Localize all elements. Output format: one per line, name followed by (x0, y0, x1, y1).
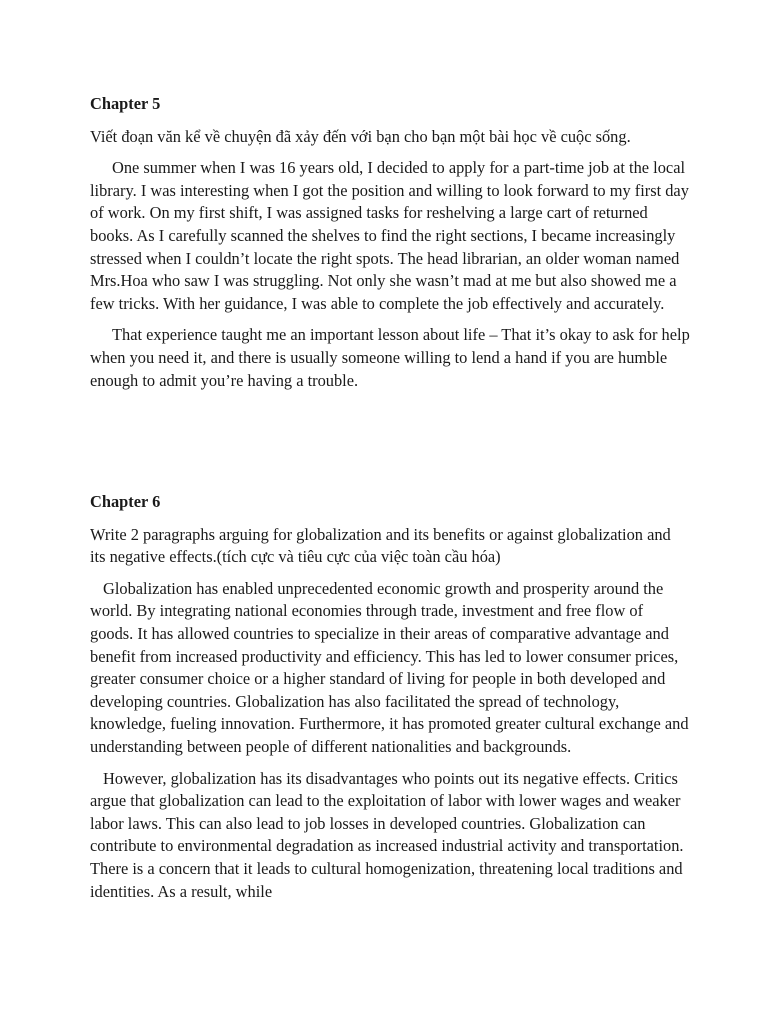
chapter-5-title: Chapter 5 (90, 94, 161, 113)
chapter-5-prompt: Viết đoạn văn kể về chuyện đã xảy đến với bạn cho bạn một bài học về cuộc sống. (90, 126, 631, 146)
chapter-5-paragraph-2: That experience taught me an important lesson about life – That it’s okay to ask for help when you need it, and there is usually someone willing to lend a hand if you are humble enough to admit you’re having a trouble. (90, 325, 690, 390)
chapter-6-title: Chapter 6 (90, 492, 161, 511)
chapter-6-section (90, 491, 690, 912)
chapter-6-paragraph-2: However, globalization has its disadvantages who points out its negative effects. Critics argue that globalization can lead to the exploitation of labor with lower wages and weaker labor laws. This can also lead to job losses in developed countries. Globalization can contribute to environmental degradation as increased industrial activity and transportation. There is a concern that it leads to cultural homogenization, threatening local traditions and identities. As a result, while (90, 768, 684, 901)
chapter-6-prompt: Write 2 paragraphs arguing for globalization and its benefits or against globalization and its negative effects.(tích cực và tiêu cực của việc toàn cầu hóa) (90, 524, 671, 567)
chapter-5-section (90, 93, 690, 401)
chapter-5-paragraph-1: One summer when I was 16 years old, I decided to apply for a part-time job at the local library. I was interesting when I got the position and willing to look forward to my first day of work. On my first shift, I was assigned tasks for reshelving a large cart of returned books. As I carefully scanned the shelves to find the right sections, I became increasingly stressed when I couldn’t locate the right spots. The head librarian, an older woman named Mrs.Hoa who saw I was struggling. Not only she wasn’t mad at me but also showed me a few tricks. With her guidance, I was able to complete the job effectively and accurately. (90, 158, 689, 313)
chapter-6-paragraph-1: Globalization has enabled unprecedented economic growth and prosperity around the world. By integrating national economies through trade, investment and free flow of goods. It has allowed countries to specialize in their areas of comparative advantage and benefit from increased productivity and efficiency. This has led to lower consumer prices, greater consumer choice or a higher standard of living for people in both developed and developing countries. Globalization has also facilitated the spread of technology, knowledge, fueling innovation. Furthermore, it has promoted greater cultural exchange and understanding between people of different nationalities and backgrounds. (90, 578, 689, 756)
